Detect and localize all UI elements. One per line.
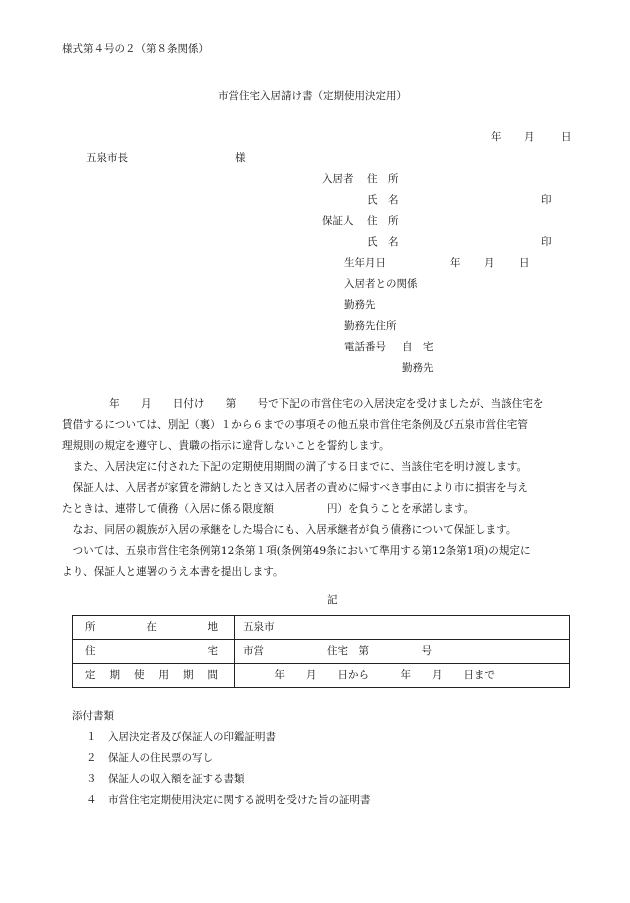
pledge-line-1: 年 月 日付け 第 号で下記の市営住宅の入居決定を受けましたが、当該住宅を <box>88 398 544 410</box>
period-header: 定 期 使 用 期 間 <box>73 664 235 688</box>
date-month: 月 <box>524 131 535 143</box>
guarantor-workplace-label: 勤務先 <box>344 299 376 311</box>
form-number: 様式第４号の２（第８条関係） <box>62 43 209 55</box>
applicant-seal: 印 <box>541 194 552 206</box>
ki-heading: 記 <box>327 594 338 606</box>
applicant-role: 入居者 <box>322 173 354 185</box>
pledge-paragraph <box>62 394 582 583</box>
guarantor-birth-month: 月 <box>484 257 495 269</box>
list-item: ２ 保証人の住民票の写し <box>86 752 213 764</box>
guarantor-name-label: 氏 名 <box>367 236 399 248</box>
date-day: 日 <box>561 131 572 143</box>
guarantor-birth-day: 日 <box>519 257 530 269</box>
guarantor-seal: 印 <box>541 236 552 248</box>
location-value: 五泉市 <box>235 616 570 640</box>
succession-line: なお、同居の親族が入居の承継をした場合にも、入居承継者が負う債務について保証します。 <box>62 524 517 536</box>
document-title: 市営住宅入居請け書（定期使用決定用） <box>218 90 407 102</box>
pledge-line-3: 理規則の規定を遵守し、貴職の指示に違背しないことを誓約します。 <box>62 440 390 452</box>
period-value: 年 月 日から 年 月 日まで <box>235 664 570 688</box>
guarantor-birth-year: 年 <box>450 257 461 269</box>
submission-line-1: ついては、五泉市営住宅条例第12条第１項(条例第49条において準用する第12条第1項)の規定に <box>62 545 531 557</box>
addressee-name: 五泉市長 <box>86 152 128 164</box>
guarantor-phone-label: 電話番号 <box>344 341 386 353</box>
applicant-name-label: 氏 名 <box>367 194 399 206</box>
submission-line-2: より、保証人と連署のうえ本書を提出します。 <box>62 566 284 578</box>
housing-header: 住 宅 <box>73 640 235 664</box>
guarantor-birth-label: 生年月日 <box>344 257 386 269</box>
guarantor-address-label: 住 所 <box>367 215 399 227</box>
list-item: １ 入居決定者及び保証人の印鑑証明書 <box>86 731 276 743</box>
guarantee-line-1: 保証人は、入居者が家賃を滞納したとき又は入居者の責めに帰すべき事由により市に損害を与え <box>62 482 528 494</box>
table-row <box>73 640 570 664</box>
surrender-line: また、入居決定に付された下記の定期使用期間の満了する日までに、当該住宅を明け渡します。 <box>62 461 528 473</box>
table-row <box>73 616 570 640</box>
list-item: ４ 市営住宅定期使用決定に関する説明を受けた旨の証明書 <box>86 794 371 806</box>
applicant-address-label: 住 所 <box>367 173 399 185</box>
location-header: 所 在 地 <box>73 616 235 640</box>
guarantor-workplace-address-label: 勤務先住所 <box>344 320 397 332</box>
housing-info-table <box>72 615 570 688</box>
addressee-honorific: 様 <box>235 152 246 164</box>
attachments-heading: 添付書類 <box>72 710 114 722</box>
date-year: 年 <box>491 131 502 143</box>
guarantee-line-2: たときは、連帯して債務（入居に係る限度額 円）を負うことを承諾します。 <box>62 503 475 515</box>
list-item: ３ 保証人の収入額を証する書類 <box>86 773 245 785</box>
guarantor-phone-home-label: 自 宅 <box>402 341 434 353</box>
guarantor-relation-label: 入居者との関係 <box>344 278 418 290</box>
table-row <box>73 664 570 688</box>
guarantor-phone-work-label: 勤務先 <box>402 362 434 374</box>
pledge-line-2: 賃借するについては、別記（裏）１から６までの事項その他五泉市営住宅条例及び五泉市営住宅管 <box>62 419 528 431</box>
guarantor-role: 保証人 <box>322 215 354 227</box>
housing-value: 市営 住宅 第 号 <box>235 640 570 664</box>
